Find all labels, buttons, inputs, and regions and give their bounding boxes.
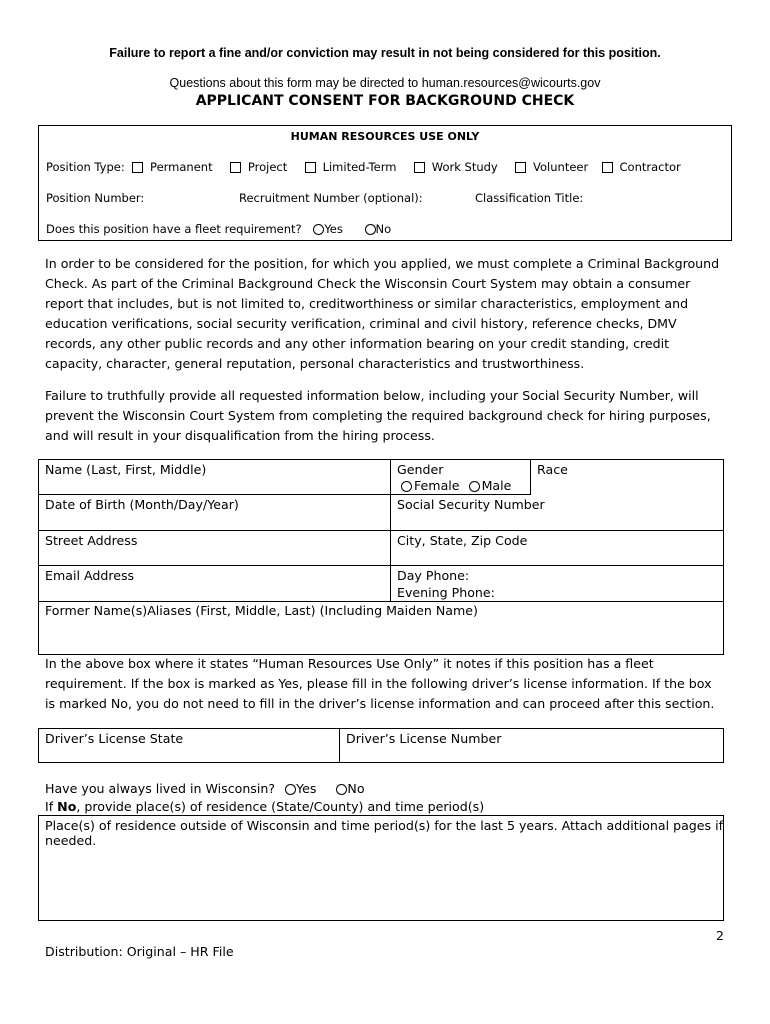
male-label: Male — [481, 478, 512, 493]
wisconsin-question: Have you always lived in Wisconsin? — [45, 781, 276, 796]
gender-label: Gender — [397, 462, 444, 477]
drivers-license-number-field-label[interactable]: Driver’s License Number — [346, 731, 502, 746]
if-no-emphasis: No — [57, 799, 77, 814]
radio-female[interactable] — [401, 481, 412, 492]
label-limited-term: Limited-Term — [322, 160, 397, 174]
wisconsin-residence-question-row — [45, 781, 365, 796]
warning-text: Failure to report a fine and/or conviction may result in not being considered for this position. — [109, 46, 661, 60]
evening-phone-field-label[interactable]: Evening Phone: — [397, 585, 495, 600]
fleet-no-label: No — [375, 222, 392, 236]
radio-fleet-no[interactable] — [365, 224, 376, 235]
if-prefix: If — [45, 799, 58, 814]
ssn-field-label[interactable]: Social Security Number — [397, 497, 545, 512]
street-address-field-label[interactable]: Street Address — [45, 533, 138, 548]
fleet-question: Does this position have a fleet requirement? — [46, 222, 302, 236]
wisconsin-yes-label: Yes — [296, 781, 317, 796]
checkbox-work-study[interactable] — [414, 162, 425, 173]
fleet-instructions-paragraph: In the above box where it states “Human Resources Use Only” it notes if this position has a fleet requirement. If the box is marked as Yes, please fill in the following driver’s license information. If the box is marked No, you do not need to fill in the driver’s license information and can proceed after this section. — [45, 656, 715, 711]
former-names-field-label[interactable]: Former Name(s)Aliases (First, Middle, Last) (Including Maiden Name) — [45, 603, 478, 618]
city-state-zip-field-label[interactable]: City, State, Zip Code — [397, 533, 528, 548]
drivers-license-state-field-label[interactable]: Driver’s License State — [45, 731, 184, 746]
race-field-label[interactable]: Race — [537, 462, 568, 477]
hr-use-only-box — [38, 125, 732, 241]
recruitment-number-label: Recruitment Number (optional): — [239, 191, 423, 205]
label-volunteer: Volunteer — [533, 160, 589, 174]
disqualification-paragraph: Failure to truthfully provide all requested information below, including your Social Security Number, will prevent the Wisconsin Court System from completing the required background check for hiring purposes, and will result in your disqualification from the hiring process. — [45, 388, 711, 443]
email-field-label[interactable]: Email Address — [45, 568, 135, 583]
position-number-label: Position Number: — [46, 191, 145, 205]
checkbox-volunteer[interactable] — [515, 162, 526, 173]
checkbox-project[interactable] — [230, 162, 241, 173]
gender-options — [401, 478, 511, 493]
name-field-label[interactable]: Name (Last, First, Middle) — [45, 462, 207, 477]
checkbox-contractor[interactable] — [602, 162, 613, 173]
wisconsin-no-label: No — [347, 781, 365, 796]
radio-male[interactable] — [469, 481, 480, 492]
radio-wisconsin-yes[interactable] — [285, 784, 296, 795]
residence-history-label: Place(s) of residence outside of Wisconsin and time period(s) for the last 5 years. Attach additional pages if needed. — [45, 818, 724, 848]
distribution-note: Distribution: Original – HR File — [45, 944, 234, 959]
classification-title-label: Classification Title: — [475, 191, 584, 205]
applicant-info-table — [38, 459, 724, 655]
position-type-row — [46, 160, 681, 174]
fleet-yes-label: Yes — [324, 222, 343, 236]
hr-box-title: HUMAN RESOURCES USE ONLY — [290, 130, 480, 143]
page-number: 2 — [715, 928, 724, 943]
position-type-label: Position Type: — [46, 160, 125, 174]
label-permanent: Permanent — [150, 160, 213, 174]
label-contractor: Contractor — [619, 160, 681, 174]
label-work-study: Work Study — [431, 160, 498, 174]
checkbox-limited-term[interactable] — [305, 162, 316, 173]
consent-paragraph: In order to be considered for the position, for which you applied, we must complete a Criminal Background Check. As part of the Criminal Background Check the Wisconsin Court System may obtain a consumer report that includes, but is not limited to, creditworthiness or similar characteristics, employment and education verifications, social security verification, criminal and civil history, reference checks, DMV records, any other public records and any other information bearing on your credit standing, credit capacity, character, general reputation, personal characteristics and trustworthiness. — [45, 256, 720, 371]
checkbox-permanent[interactable] — [132, 162, 143, 173]
if-rest: , provide place(s) of residence (State/County) and time period(s) — [76, 799, 485, 814]
dob-field-label[interactable]: Date of Birth (Month/Day/Year) — [45, 497, 239, 512]
residence-instruction — [45, 799, 484, 814]
questions-text: Questions about this form may be directed to human.resources@wicourts.gov — [169, 76, 601, 90]
form-title: APPLICANT CONSENT FOR BACKGROUND CHECK — [195, 93, 575, 109]
female-label: Female — [414, 478, 460, 493]
day-phone-field-label[interactable]: Day Phone: — [397, 568, 470, 583]
radio-fleet-yes[interactable] — [313, 224, 324, 235]
label-project: Project — [247, 160, 288, 174]
fleet-requirement-row — [46, 222, 391, 236]
radio-wisconsin-no[interactable] — [336, 784, 347, 795]
